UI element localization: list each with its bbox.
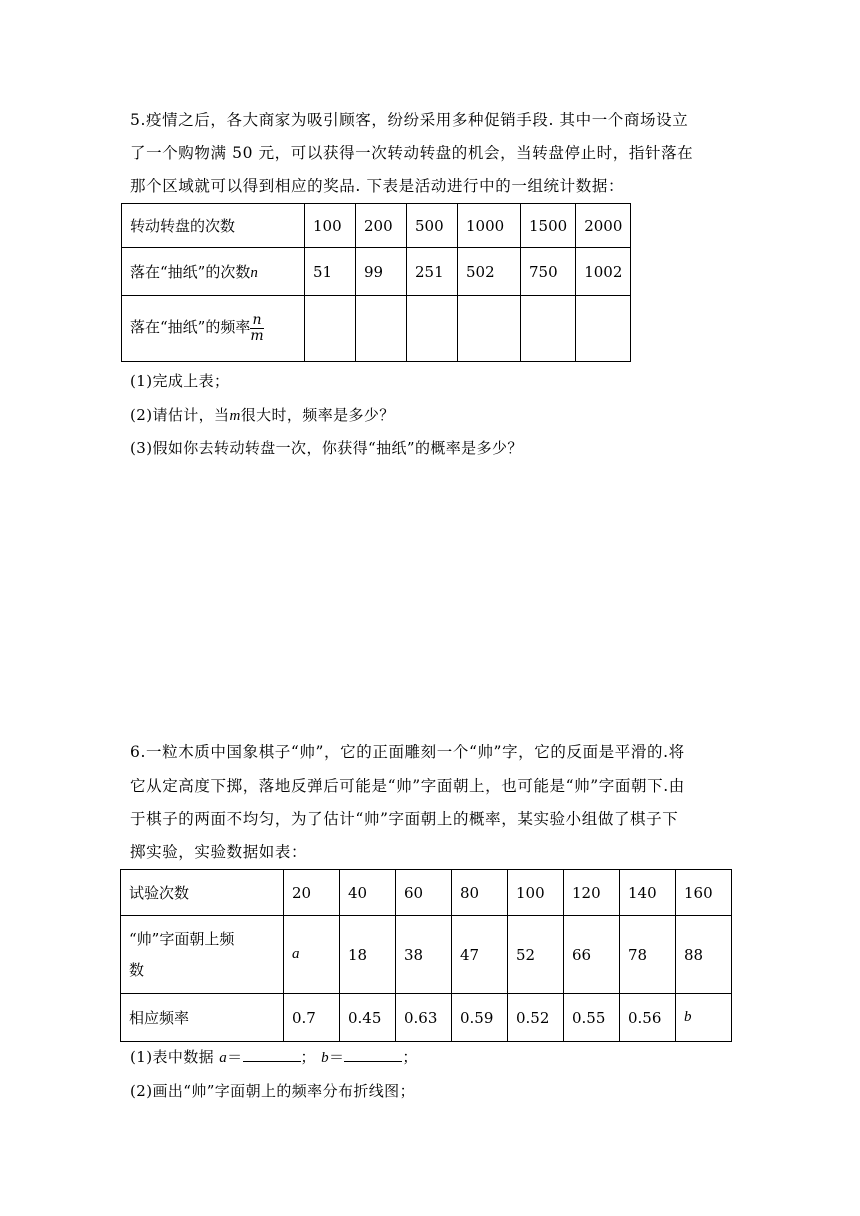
- q5-cell: 2000: [576, 204, 631, 248]
- q6-sub2: (2)画出“帅”字面朝上的频率分布折线图；: [130, 1082, 415, 1100]
- q6-row1-label: 试验次数: [121, 870, 284, 916]
- q6-row2-label-line2: 数: [129, 960, 145, 979]
- q5-empty-cell: [521, 296, 576, 362]
- q6-row2-label-line1: “帅”字面朝上频: [129, 929, 235, 948]
- q6-cell: 0.55: [564, 994, 620, 1042]
- q6-cell: 18: [340, 916, 396, 994]
- q5-cell: 1000: [458, 204, 521, 248]
- q5-line-2: 了一个购物满 50 元，可以获得一次转动转盘的机会，当转盘停止时，指针落在: [130, 144, 694, 162]
- q6-line-1: 6.一粒木质中国象棋子“帅”，它的正面雕刻一个“帅”字，它的反面是平滑的.将: [130, 743, 685, 761]
- q6-cell: 0.59: [452, 994, 508, 1042]
- q6-cell-var-a: a: [284, 916, 340, 994]
- q6-cell: 0.52: [508, 994, 564, 1042]
- q5-cell: 251: [407, 248, 458, 296]
- q6-cell: 47: [452, 916, 508, 994]
- q5-cell: 1002: [576, 248, 631, 296]
- q6-cell: 66: [564, 916, 620, 994]
- q6-cell: 40: [340, 870, 396, 916]
- q6-cell: 120: [564, 870, 620, 916]
- q6-cell-var-b: b: [676, 994, 732, 1042]
- q5-line-1: 5.疫情之后，各大商家为吸引顾客，纷纷采用多种促销手段. 其中一个商场设立: [130, 111, 689, 129]
- var-m: m: [229, 408, 241, 424]
- q6-cell: 80: [452, 870, 508, 916]
- q5-line-3: 那个区域就可以得到相应的奖品. 下表是活动进行中的一组统计数据：: [130, 177, 625, 195]
- q5-table: [121, 203, 631, 362]
- answer-blank-a[interactable]: [243, 1046, 301, 1062]
- q5-row1-label: 转动转盘的次数: [122, 204, 305, 248]
- q6-cell: 52: [508, 916, 564, 994]
- q6-sub1-prefix: (1)表中数据: [130, 1048, 220, 1066]
- equals-sign: ＝: [227, 1048, 243, 1066]
- q5-empty-cell: [305, 296, 356, 362]
- q5-row3-label: [122, 296, 305, 362]
- equals-sign: ＝: [329, 1048, 345, 1066]
- q6-cell: 78: [620, 916, 676, 994]
- q6-cell: 100: [508, 870, 564, 916]
- q5-sub2: [130, 404, 395, 425]
- q5-empty-cell: [458, 296, 521, 362]
- q5-cell: 502: [458, 248, 521, 296]
- q5-cell: 200: [356, 204, 407, 248]
- q6-cell: 20: [284, 870, 340, 916]
- q5-cell: 51: [305, 248, 356, 296]
- q5-cell: 99: [356, 248, 407, 296]
- q6-line-2: 它从定高度下掷，落地反弹后可能是“帅”字面朝上，也可能是“帅”字面朝下.由: [130, 777, 685, 795]
- q6-cell: 0.63: [396, 994, 452, 1042]
- q5-sub2-b: 很大时，频率是多少？: [240, 406, 395, 424]
- q6-cell: 160: [676, 870, 732, 916]
- q6-line-4: 掷实验，实验数据如表：: [130, 843, 308, 861]
- q6-line-3: 于棋子的两面不均匀，为了估计“帅”字面朝上的概率，某实验小组做了棋子下: [130, 810, 679, 828]
- q6-cell: 0.45: [340, 994, 396, 1042]
- fraction-n-over-m: [250, 313, 263, 343]
- q5-sub1: (1)完成上表；: [130, 372, 230, 390]
- q5-empty-cell: [576, 296, 631, 362]
- var-b: b: [321, 1050, 330, 1066]
- q5-row3-label-text: 落在“抽纸”的频率: [130, 318, 251, 337]
- q5-cell: 1500: [521, 204, 576, 248]
- q6-cell: 60: [396, 870, 452, 916]
- q6-cell: 140: [620, 870, 676, 916]
- q6-cell: 88: [676, 916, 732, 994]
- q5-cell: 100: [305, 204, 356, 248]
- q6-sub1: [130, 1046, 418, 1067]
- q6-table: [120, 869, 732, 1042]
- q5-cell: 750: [521, 248, 576, 296]
- q5-cell: 500: [407, 204, 458, 248]
- answer-blank-b[interactable]: [344, 1046, 402, 1062]
- q5-sub3: (3)假如你去转动转盘一次，你获得“抽纸”的概率是多少？: [130, 439, 523, 457]
- q6-sub1-sep: ；: [300, 1048, 322, 1066]
- q5-sub2-a: (2)请估计，当: [130, 406, 230, 424]
- q6-cell: 38: [396, 916, 452, 994]
- q6-row2-label: [121, 916, 284, 994]
- fraction-denominator: m: [250, 328, 264, 344]
- var-n: n: [250, 265, 258, 281]
- q5-empty-cell: [356, 296, 407, 362]
- q6-sub1-end: ；: [402, 1048, 418, 1066]
- q5-row2-label-text: 落在“抽纸”的次数: [130, 263, 251, 281]
- q5-row2-label: [122, 248, 305, 296]
- var-a: a: [219, 1050, 228, 1066]
- q6-cell: 0.56: [620, 994, 676, 1042]
- q5-empty-cell: [407, 296, 458, 362]
- fraction-numerator: n: [252, 312, 262, 329]
- q6-cell: 0.7: [284, 994, 340, 1042]
- q6-row3-label: 相应频率: [121, 994, 284, 1042]
